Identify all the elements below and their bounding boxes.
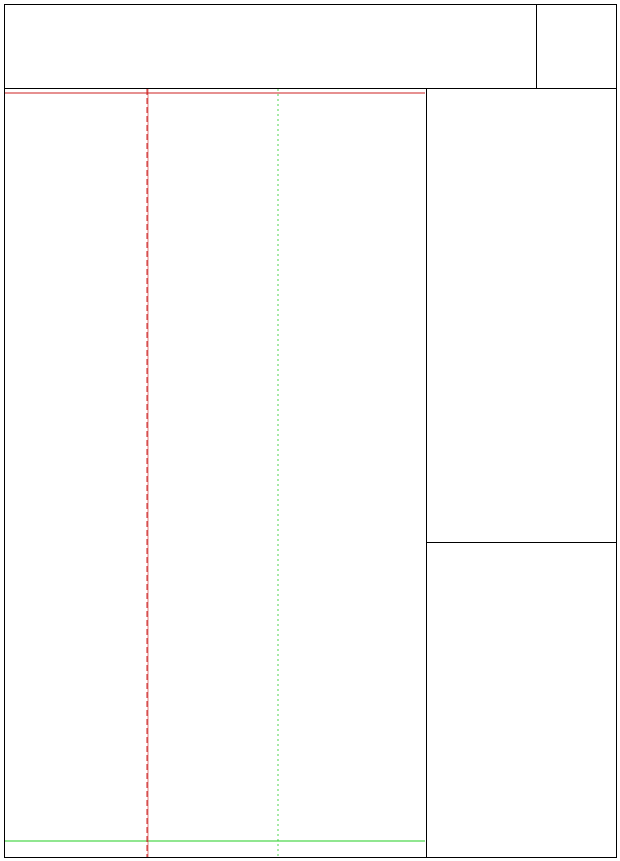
divider-header-right bbox=[536, 4, 537, 88]
stat-colors bbox=[539, 20, 567, 30]
stat-stitches bbox=[539, 7, 567, 17]
barcode bbox=[8, 37, 138, 59]
stat-height bbox=[539, 33, 567, 43]
divider-table-bottom bbox=[426, 542, 617, 543]
stat-width bbox=[539, 46, 567, 56]
embroidery-preview bbox=[5, 89, 425, 857]
divider-canvas-right bbox=[426, 88, 427, 858]
qr-code bbox=[471, 681, 587, 797]
stat-scale bbox=[539, 59, 567, 69]
